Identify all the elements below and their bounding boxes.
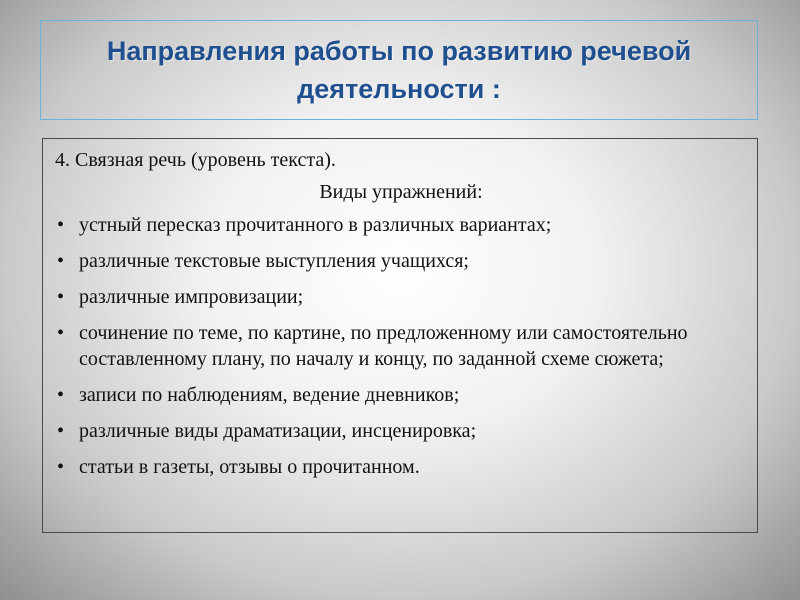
title-box	[40, 20, 758, 120]
bullet-icon: •	[57, 456, 65, 478]
exercises-heading: Виды упражнений:	[319, 181, 483, 203]
bullet-icon: •	[57, 250, 65, 272]
page-title	[107, 32, 691, 108]
bullet-icon: •	[57, 322, 65, 344]
list-item-text: сочинение по теме, по картине, по предложенному или самостоятельно составленному плану, по началу и концу, по заданной схеме сюжета;	[79, 322, 688, 370]
list-item	[55, 320, 747, 372]
list-item	[55, 212, 747, 238]
list-item	[55, 284, 747, 310]
bullet-icon: •	[57, 214, 65, 236]
bullet-icon: •	[57, 286, 65, 308]
title-line-2: деятельности :	[297, 74, 501, 104]
list-item-text: записи по наблюдениям, ведение дневников;	[79, 384, 460, 406]
list-item-text: статьи в газеты, отзывы о прочитанном.	[79, 456, 420, 478]
list-item	[55, 418, 747, 444]
list-item-text: различные виды драматизации, инсценировка;	[79, 420, 477, 442]
title-line-1: Направления работы по развитию речевой	[106, 36, 692, 66]
list-item	[55, 454, 747, 480]
list-item-text: различные текстовые выступления учащихся;	[79, 250, 469, 272]
exercise-list	[55, 212, 747, 480]
list-item-text: различные импровизации;	[79, 286, 304, 308]
content-box	[42, 138, 758, 533]
bullet-icon: •	[57, 384, 65, 406]
list-item	[55, 382, 747, 408]
bullet-icon: •	[57, 420, 65, 442]
list-item	[55, 248, 747, 274]
section-subtitle: 4. Связная речь (уровень текста).	[55, 149, 336, 171]
list-item-text: устный пересказ прочитанного в различных вариантах;	[79, 214, 552, 236]
